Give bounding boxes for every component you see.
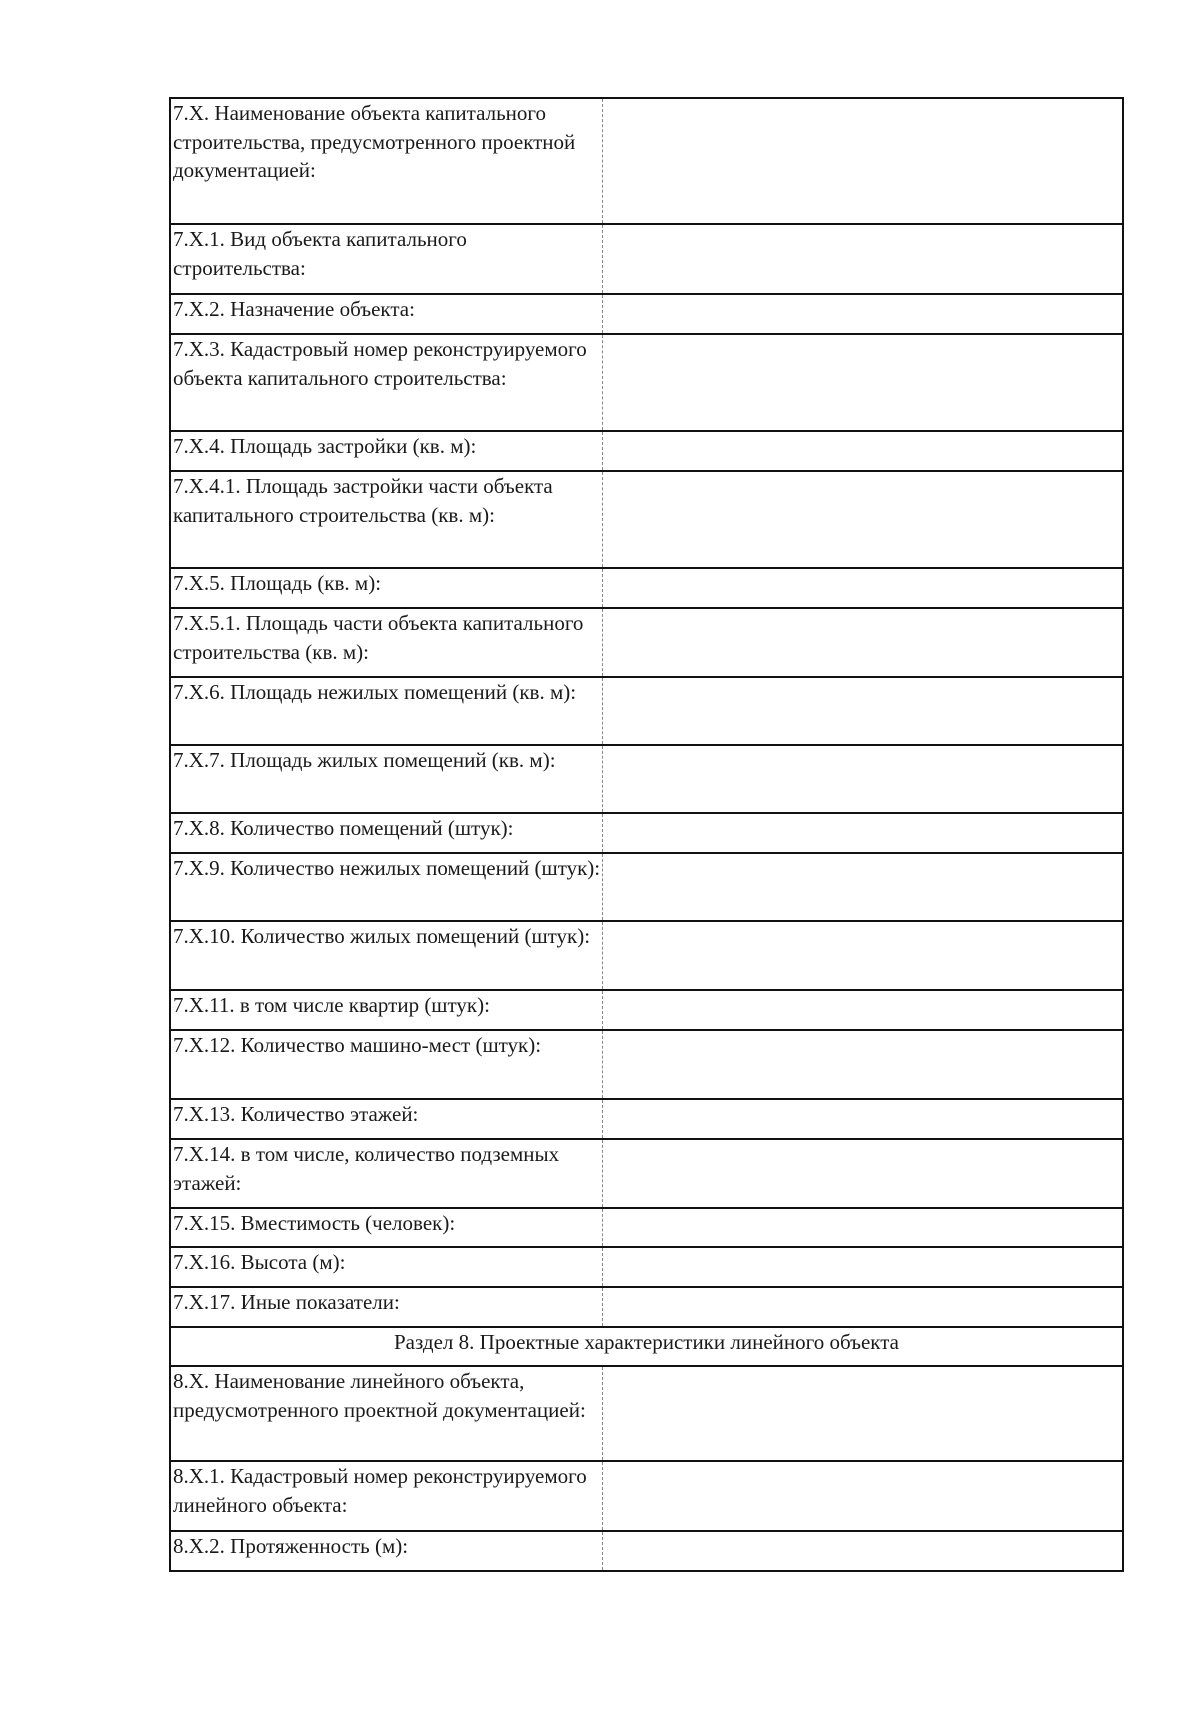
form-row bbox=[170, 677, 1123, 745]
form-row bbox=[170, 471, 1123, 568]
field-value[interactable] bbox=[603, 334, 1124, 431]
field-value[interactable] bbox=[603, 745, 1124, 813]
form-row bbox=[170, 294, 1123, 334]
field-value[interactable] bbox=[603, 1531, 1124, 1571]
field-value[interactable] bbox=[603, 1287, 1124, 1327]
field-label: 7.X.9. Количество нежилых помещений (штук): bbox=[170, 853, 603, 921]
field-label: 7.X.4.1. Площадь застройки части объекта капитального строительства (кв. м): bbox=[170, 471, 603, 568]
field-label: 7.X. Наименование объекта капитального строительства, предусмотренного проектной документацией: bbox=[170, 98, 603, 224]
field-label: 8.X. Наименование линейного объекта, предусмотренного проектной документацией: bbox=[170, 1366, 603, 1461]
form-row bbox=[170, 1461, 1123, 1531]
field-value[interactable] bbox=[603, 1030, 1124, 1099]
field-label: 7.X.17. Иные показатели: bbox=[170, 1287, 603, 1327]
form-row bbox=[170, 1030, 1123, 1099]
field-label: 7.X.13. Количество этажей: bbox=[170, 1099, 603, 1139]
form-row bbox=[170, 990, 1123, 1030]
field-value[interactable] bbox=[603, 1139, 1124, 1208]
field-value[interactable] bbox=[603, 608, 1124, 677]
field-label: 7.X.5.1. Площадь части объекта капитального строительства (кв. м): bbox=[170, 608, 603, 677]
form-row bbox=[170, 1139, 1123, 1208]
field-value[interactable] bbox=[603, 568, 1124, 608]
field-value[interactable] bbox=[603, 990, 1124, 1030]
form-row bbox=[170, 1366, 1123, 1461]
form-row bbox=[170, 568, 1123, 608]
field-label: 8.X.2. Протяженность (м): bbox=[170, 1531, 603, 1571]
field-label: 7.X.15. Вместимость (человек): bbox=[170, 1208, 603, 1247]
form-row bbox=[170, 853, 1123, 921]
field-value[interactable] bbox=[603, 431, 1124, 471]
field-label: 7.X.14. в том числе, количество подземных этажей: bbox=[170, 1139, 603, 1208]
field-label: 7.X.10. Количество жилых помещений (штук): bbox=[170, 921, 603, 990]
field-value[interactable] bbox=[603, 853, 1124, 921]
form-row bbox=[170, 813, 1123, 853]
field-value[interactable] bbox=[603, 1208, 1124, 1247]
form-row bbox=[170, 334, 1123, 431]
field-value[interactable] bbox=[603, 677, 1124, 745]
field-value[interactable] bbox=[603, 1099, 1124, 1139]
field-value[interactable] bbox=[603, 1247, 1124, 1287]
field-label: 7.X.16. Высота (м): bbox=[170, 1247, 603, 1287]
field-label: 7.X.5. Площадь (кв. м): bbox=[170, 568, 603, 608]
field-value[interactable] bbox=[603, 98, 1124, 224]
form-row bbox=[170, 224, 1123, 294]
field-value[interactable] bbox=[603, 1366, 1124, 1461]
field-value[interactable] bbox=[603, 224, 1124, 294]
section-heading-row bbox=[170, 1327, 1123, 1366]
field-value[interactable] bbox=[603, 813, 1124, 853]
section-heading: Раздел 8. Проектные характеристики линейного объекта bbox=[170, 1327, 1123, 1366]
field-label: 7.X.6. Площадь нежилых помещений (кв. м): bbox=[170, 677, 603, 745]
form-row bbox=[170, 1247, 1123, 1287]
form-row bbox=[170, 608, 1123, 677]
field-value[interactable] bbox=[603, 921, 1124, 990]
field-label: 7.X.7. Площадь жилых помещений (кв. м): bbox=[170, 745, 603, 813]
field-value[interactable] bbox=[603, 471, 1124, 568]
field-value[interactable] bbox=[603, 1461, 1124, 1531]
field-label: 8.X.1. Кадастровый номер реконструируемого линейного объекта: bbox=[170, 1461, 603, 1531]
field-label: 7.X.11. в том числе квартир (штук): bbox=[170, 990, 603, 1030]
field-label: 7.X.12. Количество машино-мест (штук): bbox=[170, 1030, 603, 1099]
form-row bbox=[170, 745, 1123, 813]
form-row bbox=[170, 1099, 1123, 1139]
form-row bbox=[170, 1287, 1123, 1327]
field-label: 7.X.4. Площадь застройки (кв. м): bbox=[170, 431, 603, 471]
field-label: 7.X.3. Кадастровый номер реконструируемого объекта капитального строительства: bbox=[170, 334, 603, 431]
field-label: 7.X.2. Назначение объекта: bbox=[170, 294, 603, 334]
field-label: 7.X.8. Количество помещений (штук): bbox=[170, 813, 603, 853]
field-label: 7.X.1. Вид объекта капитального строительства: bbox=[170, 224, 603, 294]
field-value[interactable] bbox=[603, 294, 1124, 334]
form-row bbox=[170, 431, 1123, 471]
form-row bbox=[170, 98, 1123, 224]
form-table bbox=[169, 97, 1124, 1572]
form-row bbox=[170, 1208, 1123, 1247]
form-row bbox=[170, 921, 1123, 990]
form-row bbox=[170, 1531, 1123, 1571]
